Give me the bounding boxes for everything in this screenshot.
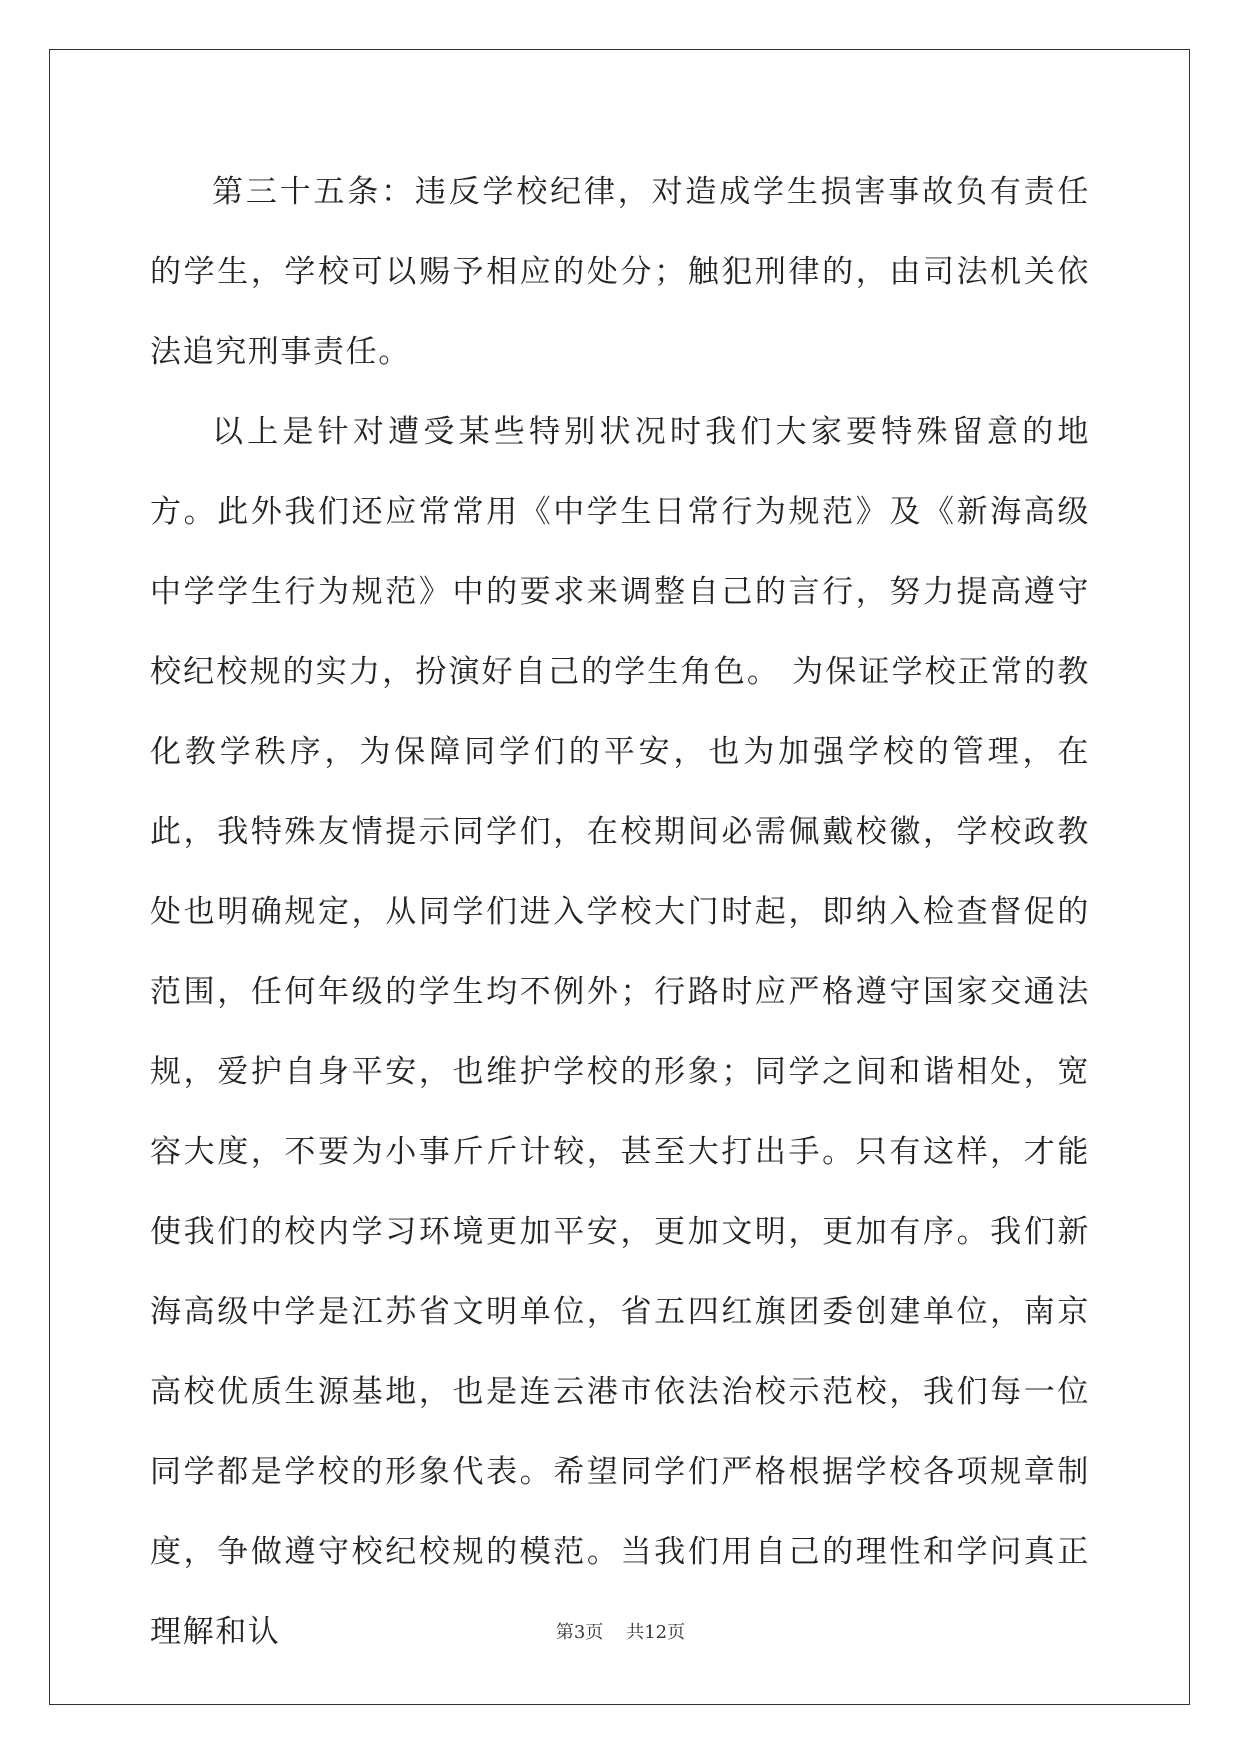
page-footer: [0, 1618, 1241, 1644]
page-total: 共12页: [626, 1622, 686, 1643]
footer-separator: [603, 1622, 626, 1643]
paragraph-reminder: 以上是针对遭受某些特别状况时我们大家要特殊留意的地方。此外我们还应常常用《中学生日常行为规范》及《新海高级中学学生行为规范》中的要求来调整自己的言行，努力提高遵守校纪校规的实力，扮演好自己的学生角色。 为保证学校正常的教化教学秩序，为保障同学们的平安，也为加强学校的管理，在此，我特殊友情提示同学们，在校期间必需佩戴校徽，学校政教处也明确规定，从同学们进入学校大门时起，即纳入检查督促的范围，任何年级的学生均不例外；行路时应严格遵守国家交通法规，爱护自身平安，也维护学校的形象；同学之间和谐相处，宽容大度，不要为小事斤斤计较，甚至大打出手。只有这样，才能使我们的校内学习环境更加平安，更加文明，更加有序。我们新海高级中学是江苏省文明单位，省五四红旗团委创建单位，南京高校优质生源基地，也是连云港市依法治校示范校，我们每一位同学都是学校的形象代表。希望同学们严格根据学校各项规章制度，争做遵守校纪校规的模范。当我们用自己的理性和学问真正理解和认: [150, 414, 1090, 1650]
page-number: 第3页: [555, 1622, 604, 1643]
document-body: [150, 152, 1090, 1672]
paragraph-article-35: 第三十五条：违反学校纪律，对造成学生损害事故负有责任的学生，学校可以赐予相应的处分；触犯刑律的，由司法机关依法追究刑事责任。: [150, 174, 1090, 370]
